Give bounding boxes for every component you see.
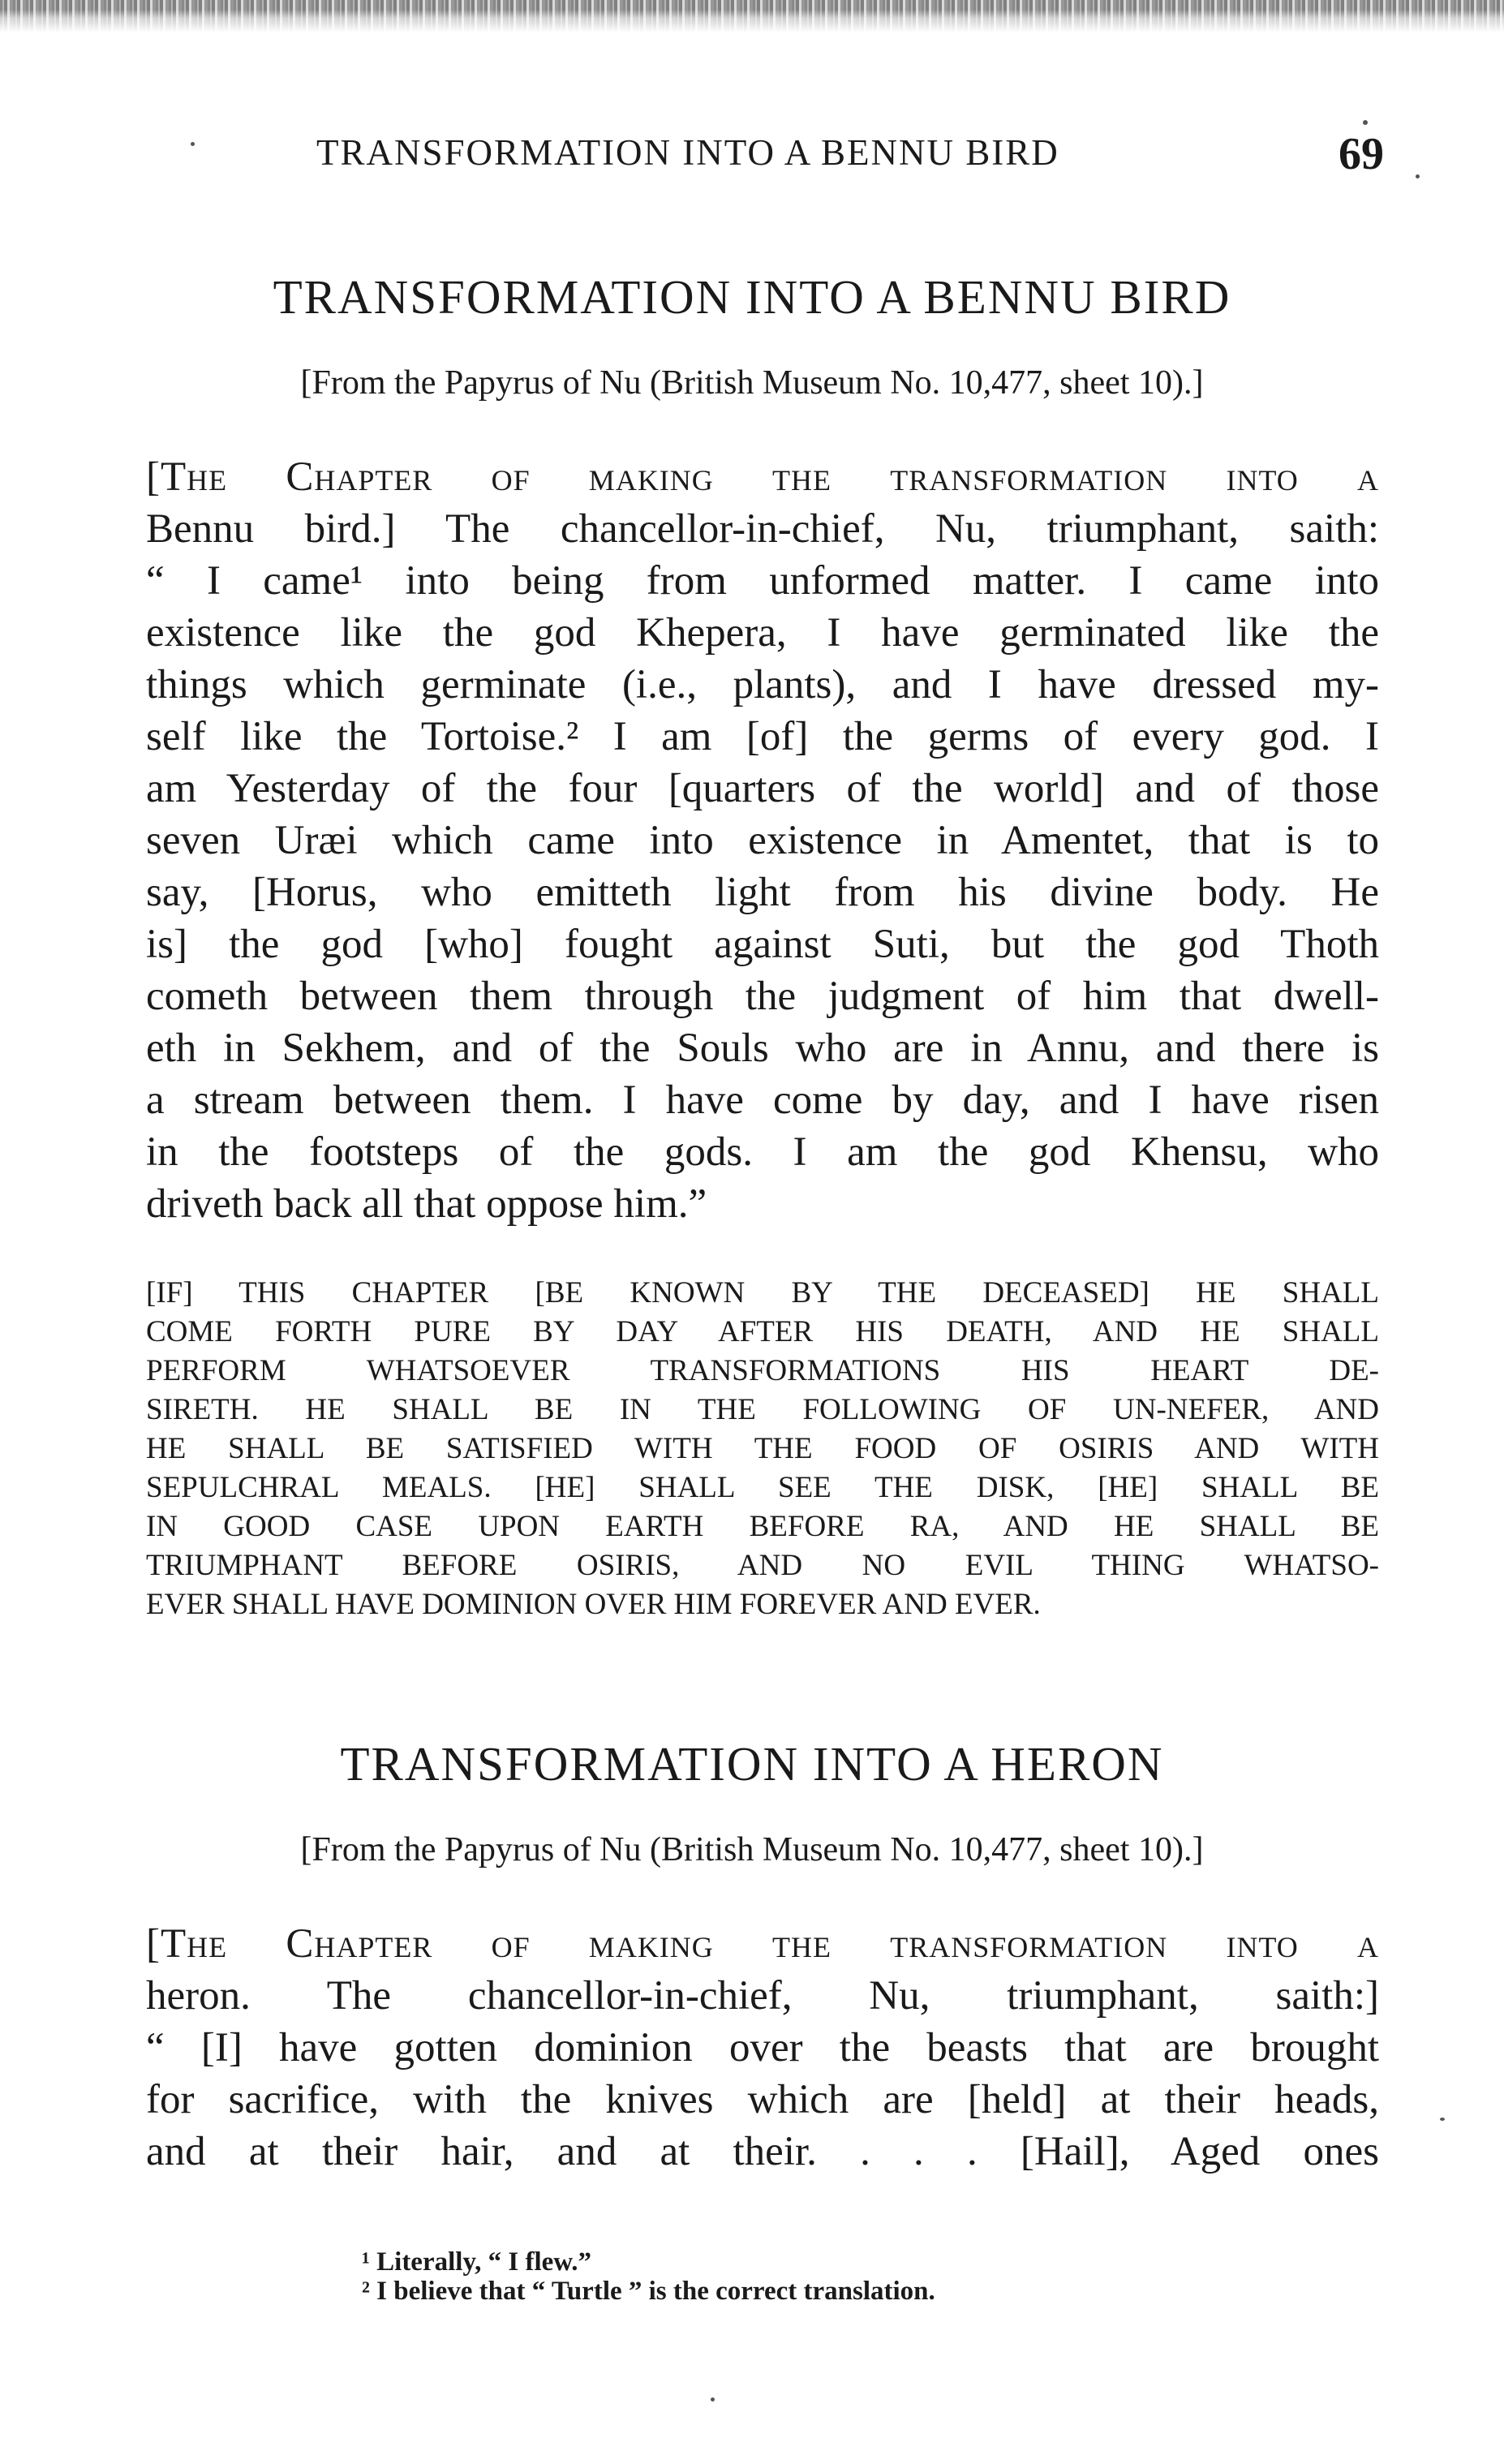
text-line: and at their hair, and at their. . . . [Hail], Aged ones <box>146 2129 1379 2174</box>
text-line: “ I came¹ into being from unformed matter. I came into <box>146 558 1379 604</box>
text-line: existence like the god Khepera, I have germinated like the <box>146 610 1379 656</box>
page-number: 69 <box>1339 129 1384 179</box>
text-line: [The Chapter of making the transformation into a <box>146 1921 1379 1967</box>
text-line: is] the god [who] fought against Suti, but the god Thoth <box>146 922 1379 967</box>
text-line: in the footsteps of the gods. I am the god Khensu, who <box>146 1129 1379 1175</box>
text-line: for sacrifice, with the knives which are [held] at their heads, <box>146 2077 1379 2122</box>
text-line: say, [Horus, who emitteth light from his divine body. He <box>146 870 1379 915</box>
rubric-line: COME FORTH PURE BY DAY AFTER HIS DEATH, AND HE SHALL <box>146 1315 1379 1348</box>
scan-speck <box>1363 120 1368 125</box>
text-line: a stream between them. I have come by day, and I have risen <box>146 1077 1379 1123</box>
rubric-line: [IF] THIS CHAPTER [BE KNOWN BY THE DECEASED] HE SHALL <box>146 1276 1379 1309</box>
text-line: [The Chapter of making the transformation into a <box>146 454 1379 500</box>
rubric-line: SEPULCHRAL MEALS. [HE] SHALL SEE THE DISK, [HE] SHALL BE <box>146 1471 1379 1504</box>
text-line: things which germinate (i.e., plants), and I have dressed my- <box>146 662 1379 707</box>
heron-source-note: [From the Papyrus of Nu (British Museum No. 10,477, sheet 10).] <box>300 1831 1204 1868</box>
rubric-line: SIRETH. HE SHALL BE IN THE FOLLOWING OF UN-NEFER, AND <box>146 1393 1379 1426</box>
heron-section-title: TRANSFORMATION INTO A HERON <box>340 1737 1164 1791</box>
scan-speck <box>191 142 195 146</box>
text-line: heron. The chancellor-in-chief, Nu, triumphant, saith:] <box>146 1973 1379 2019</box>
text-line: “ [I] have gotten dominion over the beasts that are brought <box>146 2025 1379 2071</box>
rubric-line: IN GOOD CASE UPON EARTH BEFORE RA, AND HE SHALL BE <box>146 1510 1379 1543</box>
rubric-line: TRIUMPHANT BEFORE OSIRIS, AND NO EVIL THING WHATSO- <box>146 1549 1379 1582</box>
running-head: TRANSFORMATION INTO A BENNU BIRD <box>316 132 1059 173</box>
rubric-line: HE SHALL BE SATISFIED WITH THE FOOD OF OSIRIS AND WITH <box>146 1432 1379 1465</box>
text-line: Bennu bird.] The chancellor-in-chief, Nu, triumphant, saith: <box>146 506 1379 552</box>
text-line: seven Uræi which came into existence in Amentet, that is to <box>146 818 1379 863</box>
text-line: am Yesterday of the four [quarters of the world] and of those <box>146 766 1379 811</box>
text-line: cometh between them through the judgment of him that dwell- <box>146 974 1379 1019</box>
bennu-section-title: TRANSFORMATION INTO A BENNU BIRD <box>273 270 1231 324</box>
text-line: self like the Tortoise.² I am [of] the germs of every god. I <box>146 714 1379 759</box>
scan-speck <box>711 2397 715 2402</box>
footnote-2: ² I believe that “ Turtle ” is the correct translation. <box>362 2277 935 2306</box>
scan-speck <box>1416 174 1420 178</box>
text-line: eth in Sekhem, and of the Souls who are in Annu, and there is <box>146 1026 1379 1071</box>
footnote-1: ¹ Literally, “ I flew.” <box>362 2247 592 2277</box>
rubric-line: EVER SHALL HAVE DOMINION OVER HIM FOREVER AND EVER. <box>146 1588 1041 1621</box>
scanned-page-edge <box>0 0 1504 32</box>
bennu-source-note: [From the Papyrus of Nu (British Museum No. 10,477, sheet 10).] <box>300 364 1204 402</box>
scan-speck <box>1440 2118 1445 2121</box>
text-line: driveth back all that oppose him.” <box>146 1181 707 1227</box>
rubric-line: PERFORM WHATSOEVER TRANSFORMATIONS HIS HEART DE- <box>146 1354 1379 1387</box>
